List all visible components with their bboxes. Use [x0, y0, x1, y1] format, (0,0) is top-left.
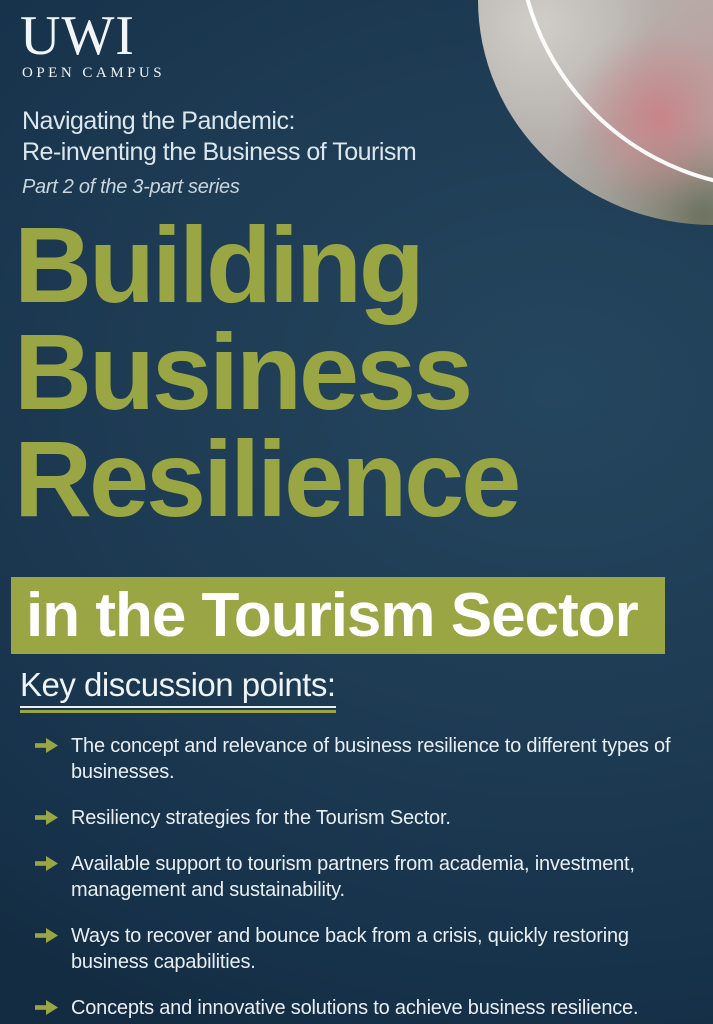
list-item — [35, 851, 683, 903]
uwi-logo — [20, 5, 166, 82]
main-headline — [14, 204, 519, 539]
list-item — [35, 805, 683, 831]
right-arrow-icon — [35, 927, 59, 944]
uwi-logo-subtext: OPEN CAMPUS — [22, 65, 166, 81]
right-arrow-icon — [35, 999, 59, 1016]
key-points-heading: Key discussion points: — [20, 666, 336, 708]
series-line-2: Re-inventing the Business of Tourism — [22, 137, 417, 166]
list-item-text: Available support to tourism partners from academia, investment, management and sustainability. — [71, 853, 635, 901]
series-subtitle — [22, 106, 416, 199]
series-part-label: Part 2 of the 3-part series — [22, 175, 240, 198]
list-item — [35, 733, 683, 785]
right-arrow-icon — [35, 809, 59, 826]
list-item-text: Ways to recover and bounce back from a crisis, quickly restoring business capabilities. — [71, 925, 629, 973]
list-item-text: Concepts and innovative solutions to achieve business resilience. — [71, 997, 639, 1019]
list-item — [35, 995, 683, 1021]
key-points-heading-underline — [20, 666, 336, 713]
headline-highlight-bar — [11, 577, 665, 654]
headline-highlight-text: in the Tourism Sector — [26, 581, 638, 650]
headline-line-1: Building — [14, 204, 422, 325]
corner-photo-container — [478, 0, 713, 225]
list-item-text: The concept and relevance of business resilience to different types of businesses. — [71, 735, 671, 783]
key-points-list — [35, 733, 683, 1024]
headline-line-2: Business — [14, 310, 471, 432]
series-line-1: Navigating the Pandemic: — [22, 107, 295, 135]
right-arrow-icon — [35, 855, 59, 872]
list-item — [35, 923, 683, 975]
headline-line-3: Resilience — [14, 417, 519, 539]
list-item-text: Resiliency strategies for the Tourism Sector. — [71, 807, 451, 829]
uwi-logo-acronym: UWI — [20, 5, 135, 67]
right-arrow-icon — [35, 737, 59, 754]
